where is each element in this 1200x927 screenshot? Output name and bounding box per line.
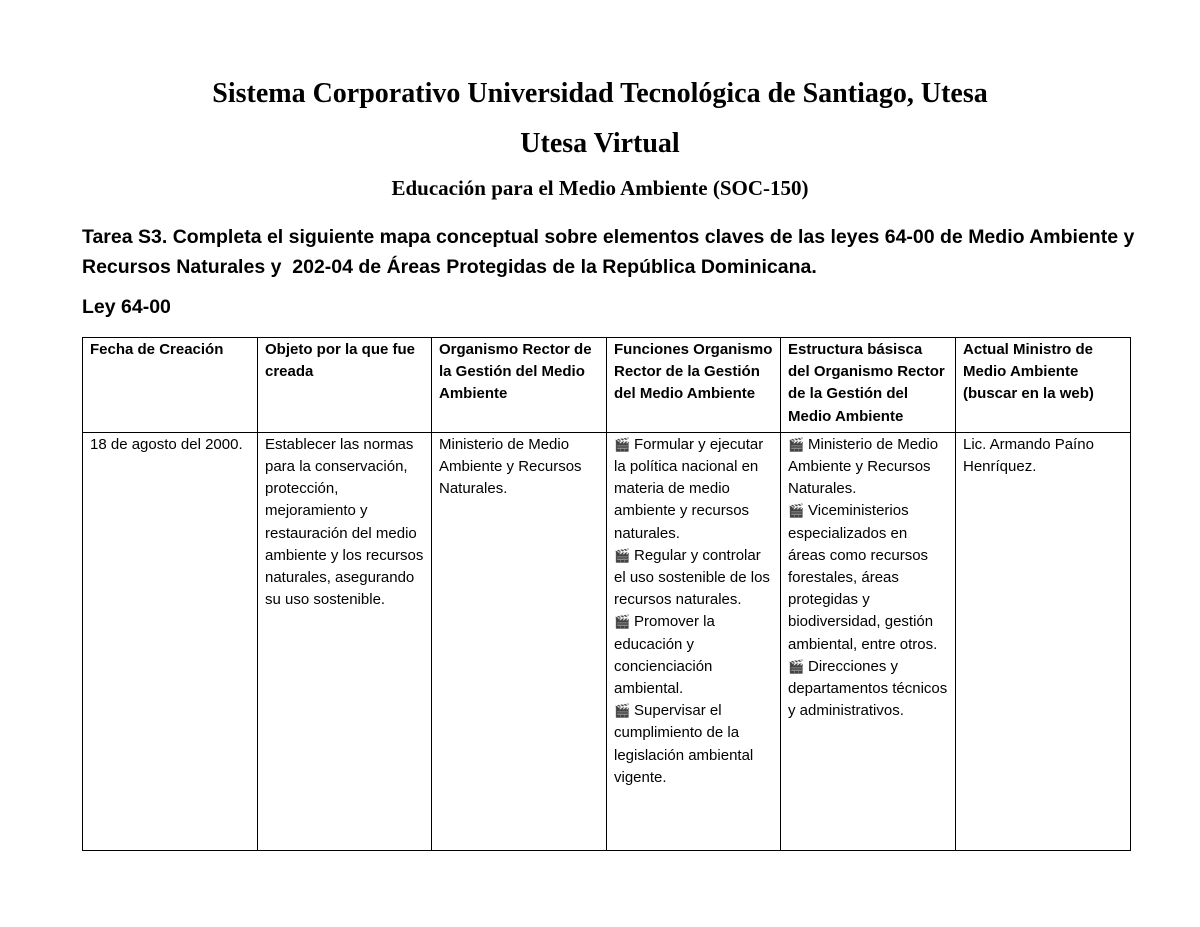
law-summary-table [82,337,1131,851]
law-heading: Ley 64-00 [82,296,171,318]
funciones-item [614,611,773,700]
cell-funciones [607,432,781,850]
estructura-item-text: Ministerio de Medio Ambiente y Recursos Naturales. [788,435,939,498]
estructura-item-text: Viceministerios especializados en áreas como recursos forestales, áreas protegidas y biodiversidad, gestión ambiental, entre otros. [788,502,938,653]
cell-organismo: Ministerio de Medio Ambiente y Recursos Naturales. [432,432,607,850]
estructura-item-text: Direcciones y departamentos técnicos y administrativos. [788,657,948,720]
clapperboard-icon: 🎬 [614,547,631,563]
cell-objeto: Establecer las normas para la conservación, protección, mejoramiento y restauración del medio ambiente y los recursos naturales, asegurando su uso sostenible. [258,432,432,850]
table-row [83,432,1131,850]
institution-title: Sistema Corporativo Universidad Tecnológica de Santiago, Utesa [212,78,988,109]
clapperboard-icon: 🎬 [614,436,631,452]
clapperboard-icon: 🎬 [788,658,805,674]
header-objeto: Objeto por la que fue creada [258,338,432,433]
platform-title: Utesa Virtual [520,128,680,159]
clapperboard-icon: 🎬 [788,503,805,519]
header-fecha-creacion: Fecha de Creación [83,338,258,433]
header-estructura: Estructura básisca del Organismo Rector de la Gestión del Medio Ambiente [781,338,956,433]
clapperboard-icon: 🎬 [788,436,805,452]
header-ministro: Actual Ministro de Medio Ambiente (buscar en la web) [956,338,1131,433]
clapperboard-icon: 🎬 [614,614,631,630]
header-organismo-rector: Organismo Rector de la Gestión del Medio Ambiente [432,338,607,433]
clapperboard-icon: 🎬 [614,703,631,719]
header-funciones: Funciones Organismo Rector de la Gestión del Medio Ambiente [607,338,781,433]
cell-ministro: Lic. Armando Paíno Henríquez. [956,432,1131,850]
funciones-item [614,700,773,789]
cell-fecha: 18 de agosto del 2000. [83,432,258,850]
table-header-row [83,338,1131,433]
task-instructions: Tarea S3. Completa el siguiente mapa conceptual sobre elementos claves de las leyes 64-00 de Medio Ambiente y Recursos Naturales y 202-04 de Áreas Protegidas de la República Dominicana. [82,226,1140,278]
funciones-item [614,434,773,545]
funciones-item-text: Formular y ejecutar la política nacional en materia de medio ambiente y recursos naturales. [614,435,764,542]
estructura-item [788,500,948,655]
estructura-item [788,434,948,501]
estructura-item [788,656,948,723]
funciones-item-text: Regular y controlar el uso sostenible de los recursos naturales. [614,546,770,609]
funciones-item-text: Promover la educación y concienciación ambiental. [614,613,715,698]
funciones-item [614,545,773,612]
funciones-item-text: Supervisar el cumplimiento de la legislación ambiental vigente. [614,702,754,786]
cell-estructura [781,432,956,850]
course-title: Educación para el Medio Ambiente (SOC-150) [391,176,809,200]
